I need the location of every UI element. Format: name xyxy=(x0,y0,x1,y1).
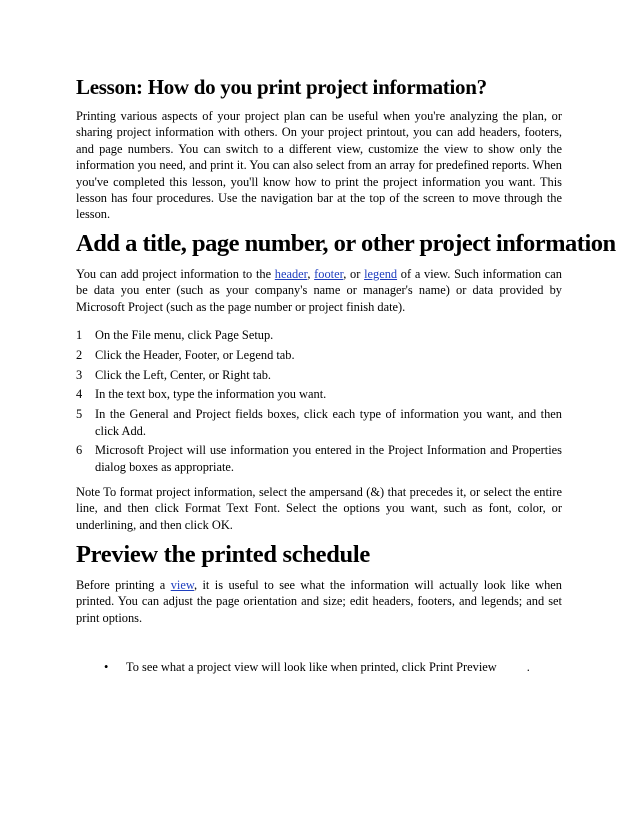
bullet-text-main: To see what a project view will look like when printed, click Print Preview xyxy=(126,660,497,674)
step-text: Microsoft Project will use information you entered in the Project Information and Properties dialog boxes as appropriate. xyxy=(95,443,562,474)
step-text: Click the Header, Footer, or Legend tab. xyxy=(95,347,295,362)
list-item xyxy=(76,386,562,402)
lesson-title: Lesson: How do you print project information? xyxy=(76,75,487,99)
sep-2: , or xyxy=(343,267,365,281)
step-number: 1 xyxy=(76,328,83,342)
list-item xyxy=(76,442,562,475)
preview-text-start: Before printing a xyxy=(76,578,171,592)
add-info-heading: Add a title, page number, or other project information xyxy=(76,230,616,257)
format-note-paragraph: Note To format project information, select the ampersand (&) that precedes it, or select the entire line, and then click Format Text Font. Select the options you want, such as font, color, or underlining, and then click OK. xyxy=(76,485,562,532)
add-info-text-end: of a view. Such information can be data you enter (such as your company's name or manager's name) or data provided by Microsoft Project (such as the page number or project finish date). xyxy=(76,267,562,314)
step-number: 4 xyxy=(76,387,83,402)
add-info-paragraph xyxy=(76,266,562,315)
lesson-intro-paragraph: Printing various aspects of your project plan can be useful when you're analyzing the plan, or sharing project information with others. On your project printout, you can add headers, footers, and page numbers. You can switch to a different view, customize the view to show only the information you need, and print it. You can also select from an array for predefined reports. When you've completed this lesson, you'll know how to print the project information you want. This lesson has four procedures. Use the navigation bar at the top of the screen to move through the lesson. xyxy=(76,109,562,222)
list-item xyxy=(76,367,562,383)
footer-link[interactable]: footer xyxy=(314,267,344,281)
step-text: In the text box, type the information you want. xyxy=(95,387,327,402)
list-item xyxy=(76,406,562,439)
bullet-text xyxy=(126,659,530,675)
preview-heading: Preview the printed schedule xyxy=(76,541,370,568)
procedure-steps-list xyxy=(76,327,562,479)
list-item xyxy=(76,327,562,343)
step-number: 6 xyxy=(76,443,83,458)
step-text: Click the Left, Center, or Right tab. xyxy=(95,367,272,382)
legend-link[interactable]: legend xyxy=(364,267,398,281)
step-text: In the General and Project fields boxes, click each type of information you want, and then click Add. xyxy=(95,407,562,438)
bullet-period: . xyxy=(526,660,530,674)
print-preview-bullet xyxy=(104,659,564,675)
step-number: 3 xyxy=(76,367,83,382)
view-link[interactable]: view xyxy=(170,578,194,592)
sep-1: , xyxy=(307,267,315,281)
step-number: 2 xyxy=(76,347,83,362)
step-text: On the File menu, click Page Setup. xyxy=(95,328,274,342)
header-link[interactable]: header xyxy=(274,267,308,281)
preview-text-end: , it is useful to see what the information will actually look like when printed. You can adjust the page orientation and size; edit headers, footers, and legends; and set print options. xyxy=(76,578,562,625)
list-item xyxy=(76,347,562,363)
preview-paragraph xyxy=(76,577,562,626)
step-number: 5 xyxy=(76,407,83,422)
add-info-text-start: You can add project information to the xyxy=(76,267,275,281)
bullet-icon: • xyxy=(104,660,109,674)
